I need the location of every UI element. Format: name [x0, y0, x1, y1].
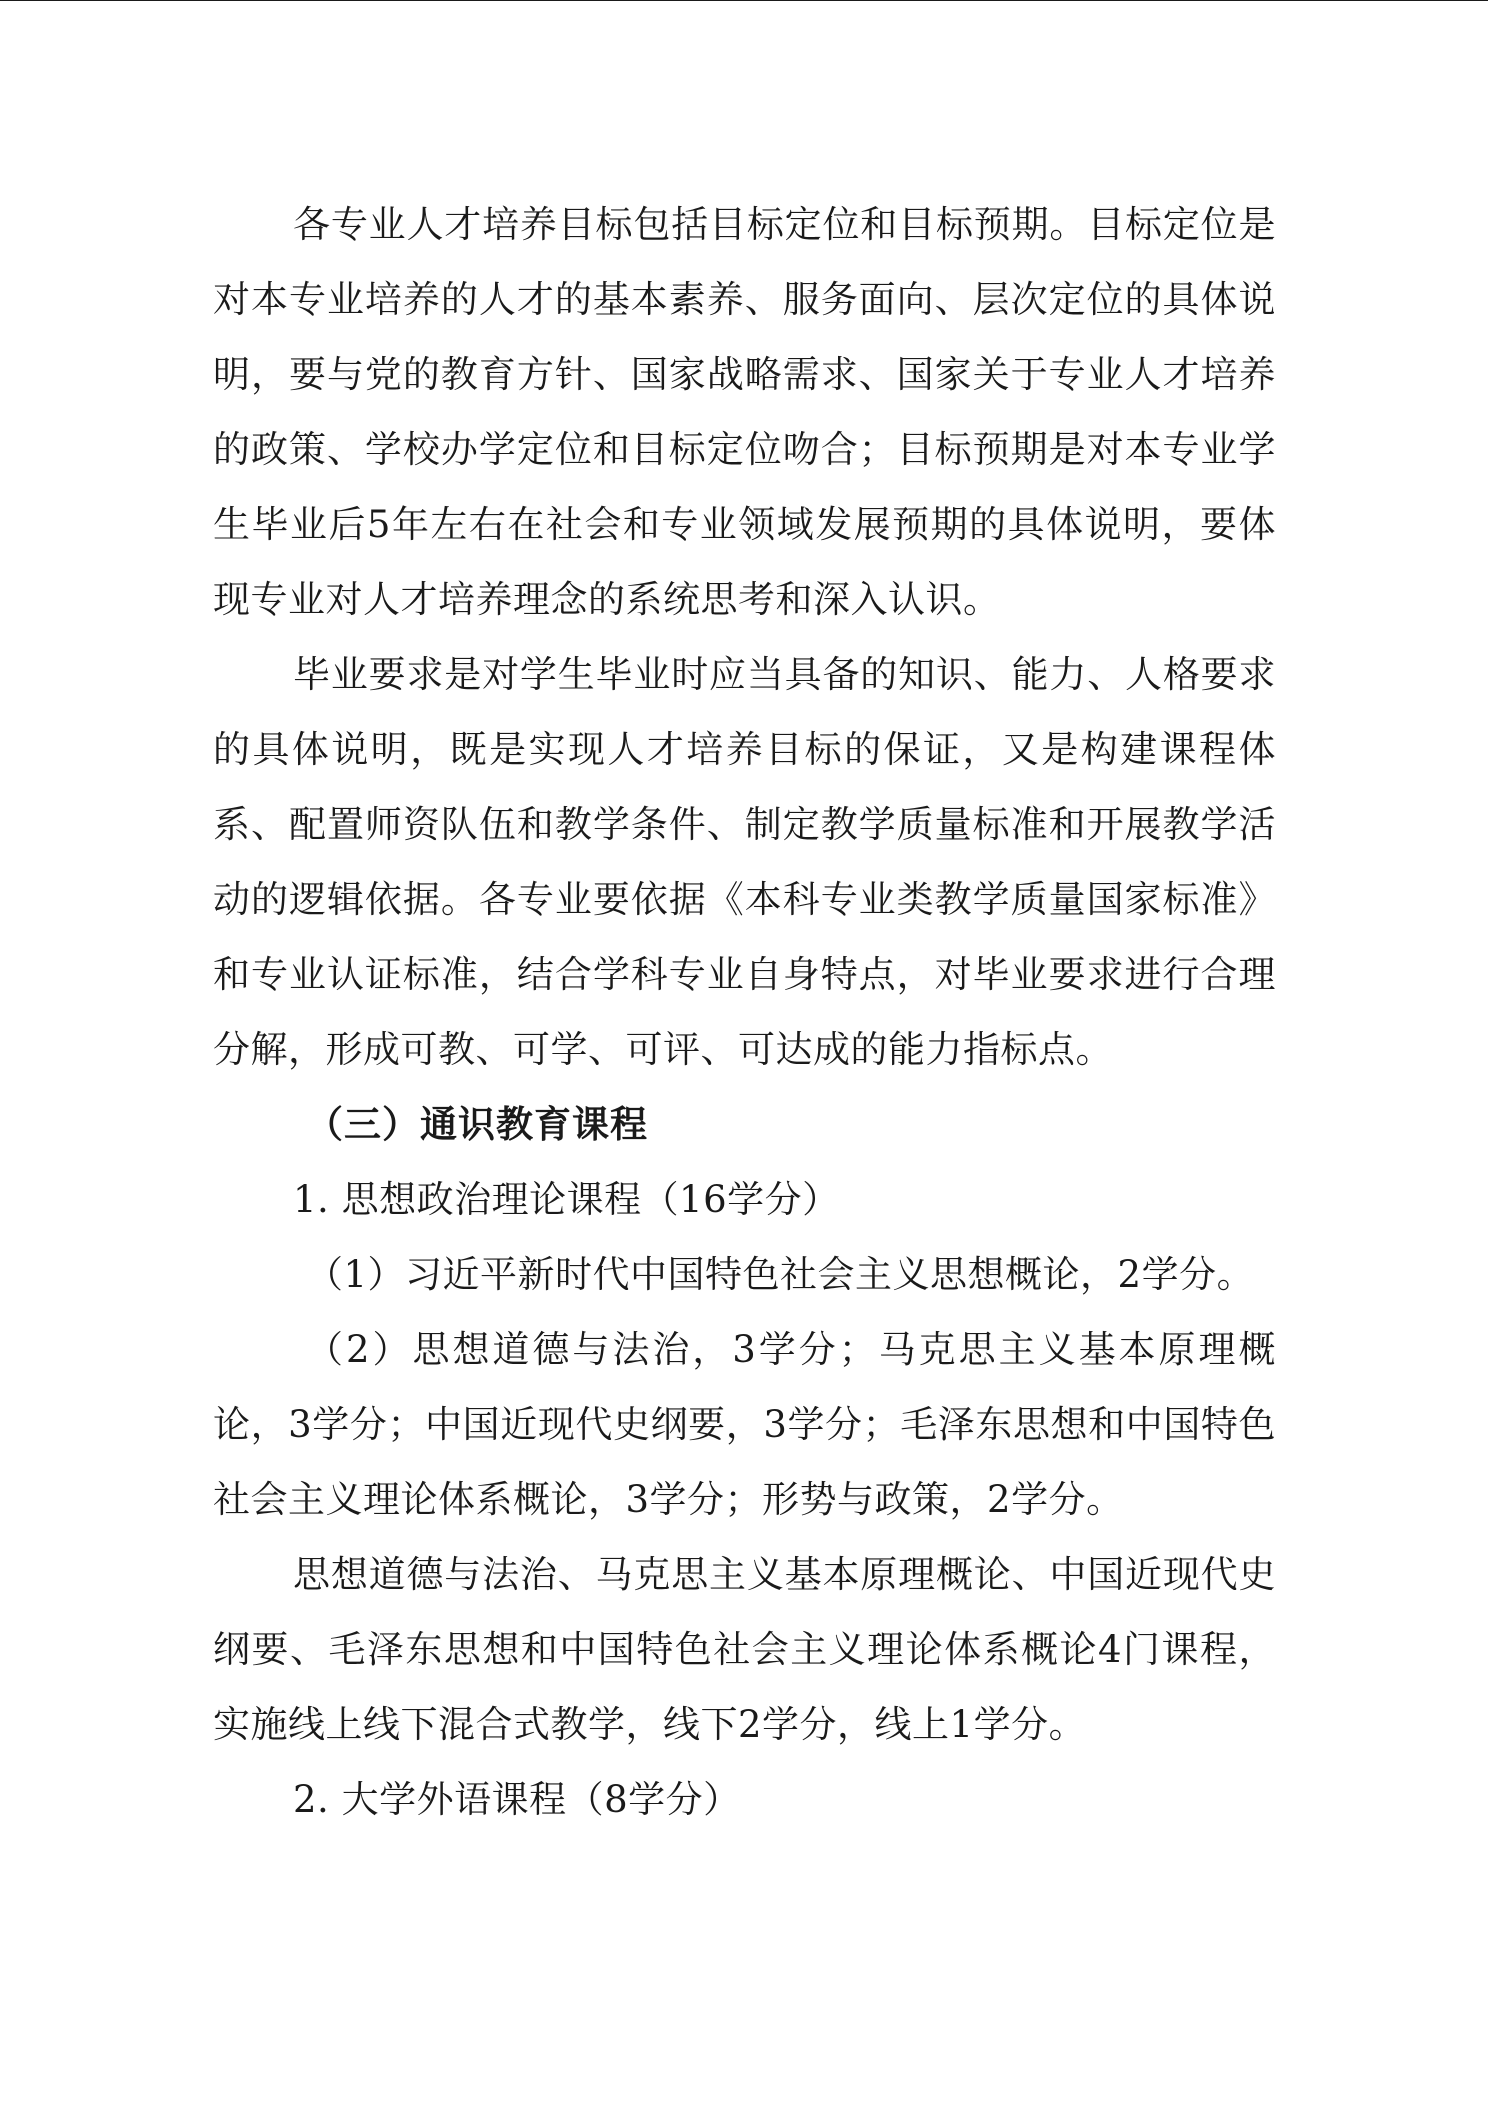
list-item-ideological-political-courses: 1. 思想政治理论课程（16学分）	[293, 1178, 840, 1221]
sub-item-2: （2）思想道德与法治，3学分；马克思主义基本原理概论，3学分；中国近现代史纲要，3学分；毛泽东思想和中国特色社会主义理论体系概论，3学分；形势与政策，2学分。	[213, 1328, 1276, 1521]
paragraph-graduation-requirements: 毕业要求是对学生毕业时应当具备的知识、能力、人格要求的具体说明，既是实现人才培养目标的保证，又是构建课程体系、配置师资队伍和教学条件、制定教学质量标准和开展教学活动的逻辑依据。各专业要依据《本科专业类教学质量国家标准》和专业认证标准，结合学科专业自身特点，对毕业要求进行合理分解，形成可教、可学、可评、可达成的能力指标点。	[213, 653, 1276, 1071]
section-heading-general-education: （三）通识教育课程	[306, 1103, 648, 1146]
sub-item-1: （1）习近平新时代中国特色社会主义思想概论，2学分。	[306, 1253, 1255, 1296]
paragraph-blended-teaching: 思想道德与法治、马克思主义基本原理概论、中国近现代史纲要、毛泽东思想和中国特色社会主义理论体系概论4门课程，实施线上线下混合式教学，线下2学分，线上1学分。	[213, 1553, 1276, 1746]
list-item-foreign-language-courses: 2. 大学外语课程（8学分）	[293, 1778, 741, 1821]
document-body	[213, 187, 1276, 1837]
paragraph-training-objectives: 各专业人才培养目标包括目标定位和目标预期。目标定位是对本专业培养的人才的基本素养、服务面向、层次定位的具体说明，要与党的教育方针、国家战略需求、国家关于专业人才培养的政策、学校办学定位和目标定位吻合；目标预期是对本专业学生毕业后5年左右在社会和专业领域发展预期的具体说明，要体现专业对人才培养理念的系统思考和深入认识。	[213, 203, 1276, 621]
